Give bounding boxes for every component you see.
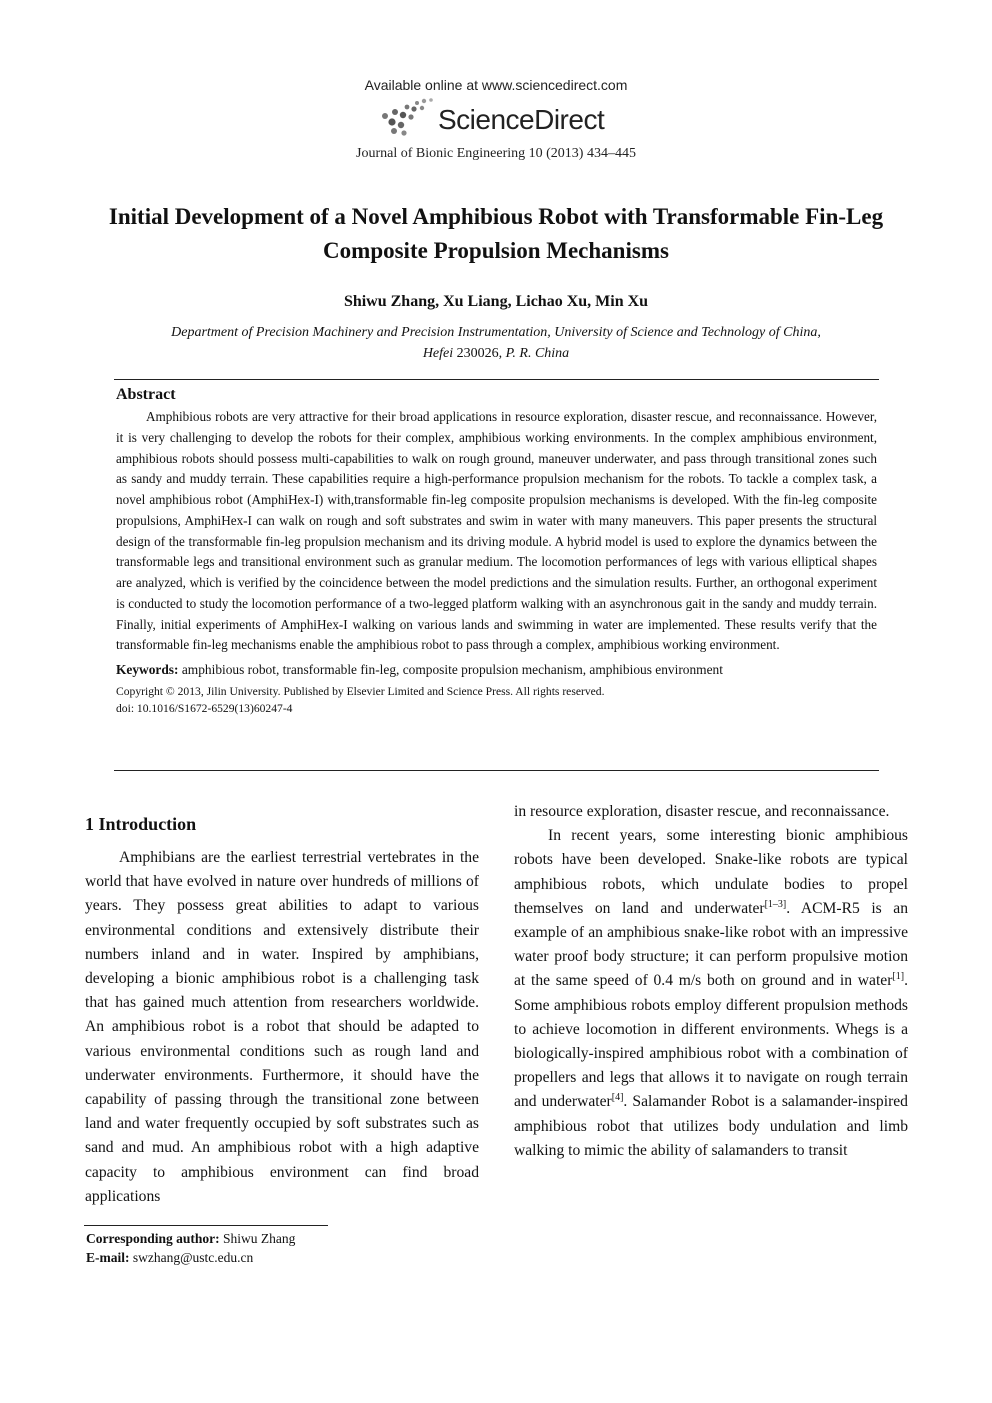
affiliation-city: Hefei — [422, 346, 454, 361]
sciencedirect-wordmark: ScienceDirect — [438, 104, 605, 135]
intro-paragraph-1-continued: in resource exploration, disaster rescue, and reconnaissance. — [514, 803, 890, 820]
p2-text-a: In recent years, some interesting bionic amphibious robots have been developed. Snake-like robots are typical amphibious robots, which undulate bodies to propel themselves on land and underwater — [514, 827, 908, 917]
corresponding-author-name: Shiwu Zhang — [223, 1231, 296, 1246]
email-line — [86, 1248, 295, 1267]
affiliation-postcode: 230026, — [456, 346, 503, 361]
abstract-bottom-rule — [114, 770, 879, 771]
affiliation-country: P. R. China — [505, 346, 570, 361]
citation-ref[interactable]: [1–3] — [764, 898, 787, 910]
available-online-line: Available online at www.sciencedirect.com — [364, 77, 628, 93]
p2-text-b: . ACM-R5 is an example of an amphibious snake-like robot with an impressive water proof body structure; it can perform propulsive motion at the same speed of 0.4 m/s both on ground and in water — [514, 899, 908, 990]
keywords-label: Keywords: — [116, 662, 179, 677]
journal-citation: Journal of Bionic Engineering 10 (2013) 434–445 — [356, 146, 636, 161]
abstract-text: Amphibious robots are very attractive for their broad applications in resource exploration, disaster rescue, and reconnaissance. However, it is very challenging to develop the robots for their complex, amphibious working environments. In the complex amphibious environment, amphibious robots should possess multi-capabilities to walk on rough ground, maneuver underwater, and pass through transitional zones such as sandy and muddy terrain. These capabilities require a high-performance propulsion mechanism for the robots. To tackle a complex task, a novel amphibious robot (AmphiHex-I) with,transformable fin-leg composite propulsion mechanisms is developed. With the fin-leg composite propulsions, AmphiHex-I can walk on rough and soft substrates and swim in water with many maneuvers. This paper presents the structural design of the transformable fin-leg propulsion mechanism and its driving module. A hybrid model is used to explore the dynamics between the transformable legs and transitional environment such as granular medium. The locomotion performances of legs with various elliptical shapes are analyzed, which is verified by the coincidence between the model predictions and the simulation results. Further, an orthogonal experiment is conducted to study the locomotion performance of a two-legged platform walking with an asynchronous gait in the sandy and muddy terrain. Finally, initial experiments of AmphiHex-I walking on various lands and swimming in water are implemented. These results verify that the transformable fin-leg mechanisms enable the amphibious robot to pass through a complex, amphibious working environment. — [116, 409, 877, 653]
email-address[interactable]: swzhang@ustc.edu.cn — [132, 1250, 254, 1265]
footnote-rule — [84, 1225, 328, 1226]
abstract-heading: Abstract — [116, 386, 176, 403]
email-label: E-mail: — [86, 1250, 130, 1265]
author-list: Shiwu Zhang, Xu Liang, Lichao Xu, Min Xu — [343, 293, 649, 310]
doi[interactable]: doi: 10.1016/S1672-6529(13)60247-4 — [116, 702, 293, 715]
citation-ref[interactable]: [4] — [611, 1092, 624, 1104]
sciencedirect-logo — [380, 98, 620, 140]
abstract-top-rule — [114, 379, 879, 380]
copyright-block — [116, 683, 877, 717]
sciencedirect-dots-icon — [380, 98, 436, 138]
footnote — [86, 1229, 295, 1267]
paper-title: Initial Development of a Novel Amphibious Robot with Transformable Fin-Leg Composite Propulsion Mechanisms — [108, 204, 884, 263]
affiliation-line1: Department of Precision Machinery and Precision Instrumentation, University of Science and Technology of China, — [171, 325, 821, 340]
affiliation — [100, 322, 892, 364]
keywords-line — [116, 662, 877, 678]
corresponding-author — [86, 1229, 295, 1248]
keywords-list: amphibious robot, transformable fin-leg, composite propulsion mechanism, amphibious environment — [181, 662, 723, 677]
citation-ref[interactable]: [1] — [892, 971, 905, 983]
intro-paragraph-1: Amphibians are the earliest terrestrial vertebrates in the world that have evolved in nature over hundreds of millions of years. They possess great abilities to adapt to various environmental conditions and extensively distribute their numbers inland and in water. Inspired by amphibians, developing a bionic amphibious robot is a challenging task that has gained much attention from researchers worldwide. An amphibious robot is a robot that should be adapted to various environmental conditions such as rough land and underwater environments. Furthermore, it should have the capability of passing through the transitional zone between land and water frequently occupied by soft substrates such as sand and mud. An amphibious robot with a high adaptive capacity to amphibious environment can find broad applications — [85, 849, 479, 1205]
left-column — [85, 812, 479, 1209]
abstract-section — [116, 386, 877, 717]
copyright-notice: Copyright © 2013, Jilin University. Published by Elsevier Limited and Science Press. All rights reserved. — [116, 685, 605, 698]
p2-text-d: . Salamander Robot is a salamander-inspired amphibious robot that utilizes body undulation and limb walking to mimic the ability of salamanders to transit — [514, 1093, 908, 1159]
right-column — [514, 800, 908, 1163]
p2-text-c: . Some amphibious robots employ different propulsion methods to achieve locomotion in different environments. Whegs is a biologically-inspired amphibious robot with a combination of propellers and legs that allows it to navigate on rough terrain and underwater — [514, 972, 908, 1111]
intro-paragraph-2 — [514, 824, 908, 1163]
section-heading-introduction: 1 Introduction — [85, 814, 197, 834]
corresponding-author-label: Corresponding author: — [86, 1231, 220, 1246]
